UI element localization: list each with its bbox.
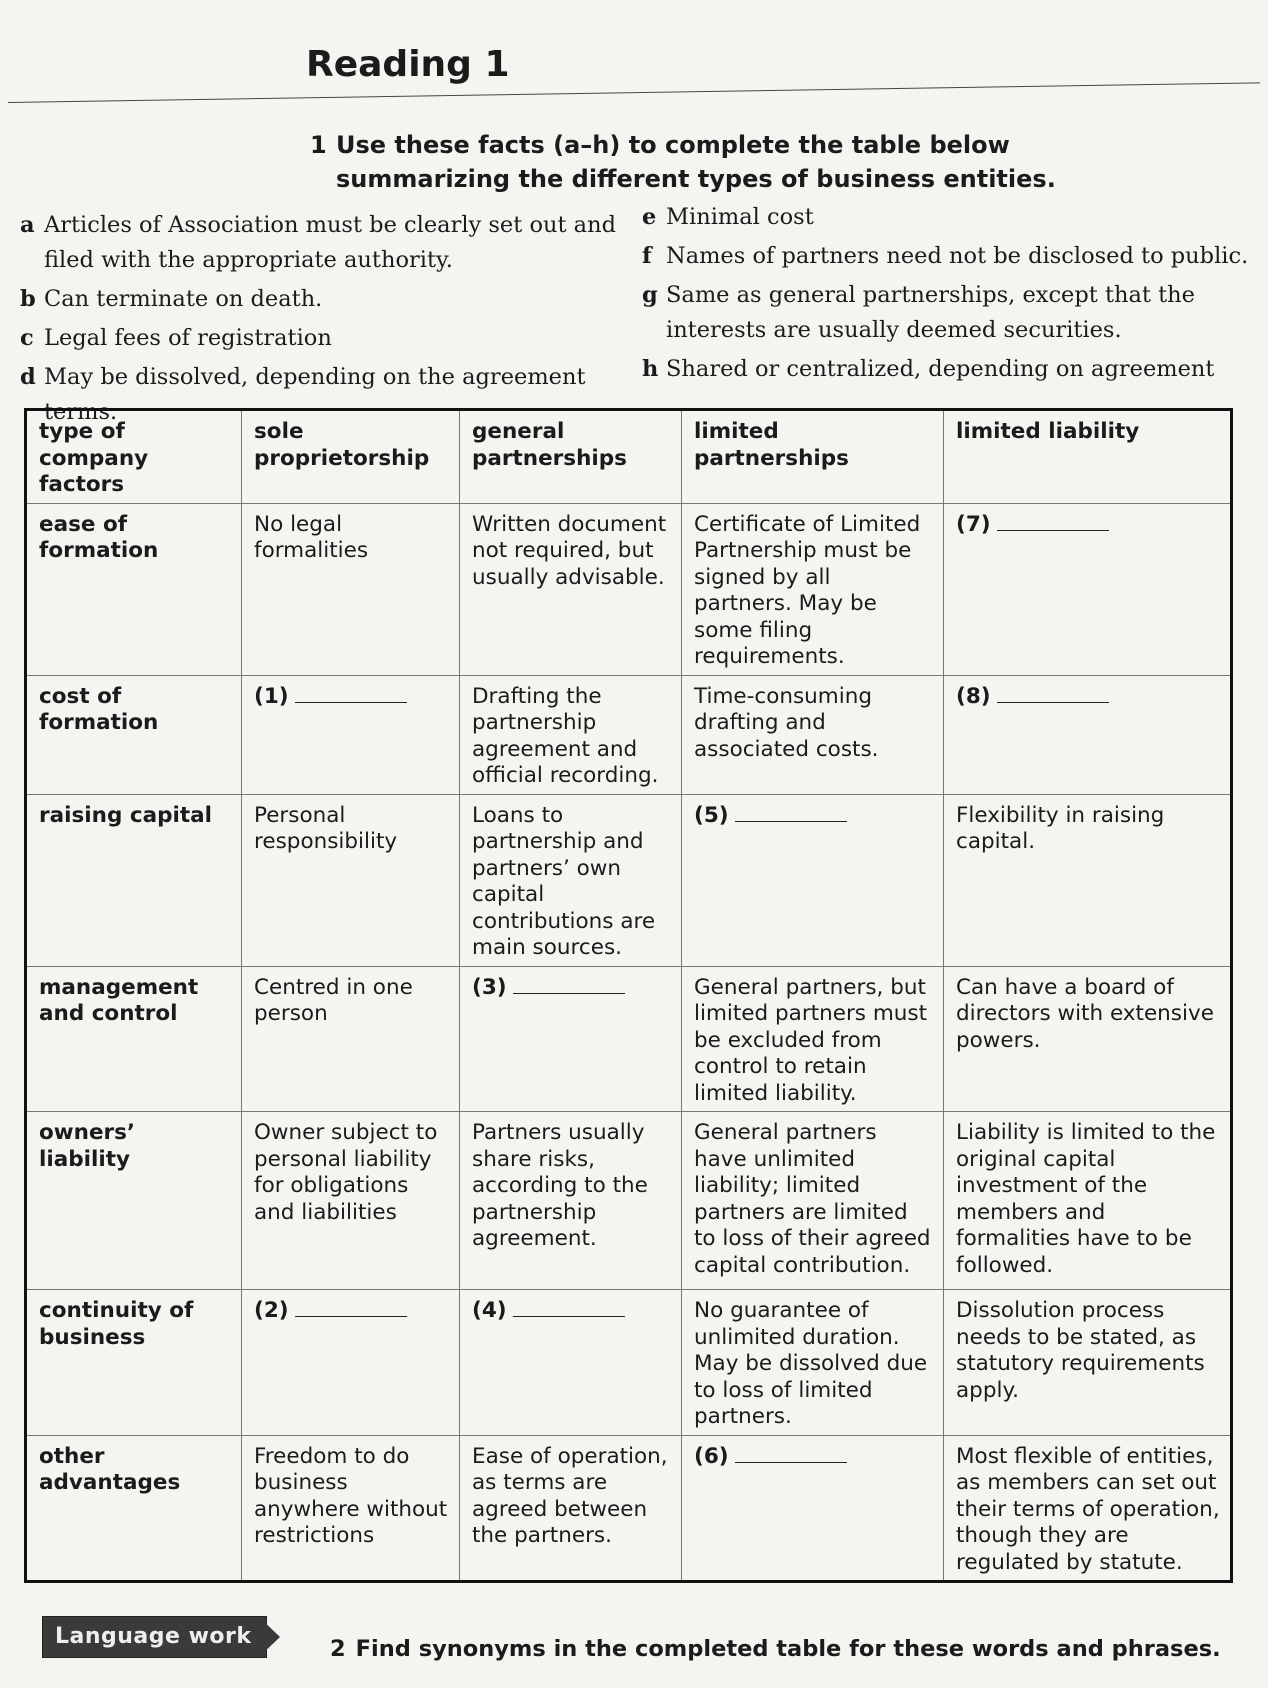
fact-letter: b xyxy=(20,286,36,312)
table-cell: Dissolution process needs to be stated, as statutory requirements apply. xyxy=(944,1290,1232,1436)
table-row xyxy=(26,1290,1232,1436)
blank-number: (3) xyxy=(472,974,507,1000)
blank-number: (8) xyxy=(956,683,991,709)
row-header-factor: cost of formation xyxy=(26,675,242,794)
blank-cell xyxy=(944,503,1232,675)
row-header-factor: continuity of business xyxy=(26,1290,242,1436)
fact-letter: g xyxy=(642,282,658,308)
table-cell: Partners usually share risks, according to the partnership agreement. xyxy=(460,1112,682,1290)
blank-number: (7) xyxy=(956,511,991,537)
fact-text: Shared or centralized, depending on agreement xyxy=(666,356,1215,382)
facts-list-right xyxy=(642,200,1252,391)
column-header-general-partnerships: general partnerships xyxy=(460,410,682,504)
table-cell: Centred in one person xyxy=(242,966,460,1112)
fact-text: Can terminate on death. xyxy=(44,286,323,312)
table-row xyxy=(26,503,1232,675)
header-rule xyxy=(8,82,1260,103)
table-body xyxy=(26,503,1232,1582)
table-cell: Ease of operation, as terms are agreed between the partners. xyxy=(460,1435,682,1582)
row-header-factor: raising capital xyxy=(26,794,242,966)
language-work-badge: Language work xyxy=(42,1616,267,1658)
blank-number: (1) xyxy=(254,683,289,709)
blank-cell xyxy=(242,1290,460,1436)
row-header-factor: management and control xyxy=(26,966,242,1112)
table-cell: Liability is limited to the original capital investment of the members and formalities have to be followed. xyxy=(944,1112,1232,1290)
table-header-row xyxy=(26,410,1232,504)
table-cell: Can have a board of directors with extensive powers. xyxy=(944,966,1232,1112)
blank-number: (5) xyxy=(694,802,729,828)
table-corner-header xyxy=(26,410,242,504)
task-2-text: Find synonyms in the completed table for these words and phrases. xyxy=(355,1636,1221,1662)
fact-letter: c xyxy=(20,325,34,351)
column-header-limited-liability: limited liability xyxy=(944,410,1232,504)
fact-item xyxy=(642,278,1252,348)
fact-item xyxy=(642,200,1252,235)
table-cell: No legal formalities xyxy=(242,503,460,675)
row-header-factor: owners’ liability xyxy=(26,1112,242,1290)
business-entities-table xyxy=(24,408,1233,1583)
fact-text: Legal fees of registration xyxy=(44,325,332,351)
blank-cell xyxy=(682,794,944,966)
table-cell: Loans to partnership and partners’ own capital contributions are main sources. xyxy=(460,794,682,966)
table-cell: Personal responsibility xyxy=(242,794,460,966)
facts-list-left xyxy=(20,208,640,434)
fact-item xyxy=(20,321,640,356)
fact-text: May be dissolved, depending on the agreement terms. xyxy=(44,364,586,425)
table-cell: Freedom to do business anywhere without restrictions xyxy=(242,1435,460,1582)
fact-letter: e xyxy=(642,204,657,230)
fact-text: Names of partners need not be disclosed to public. xyxy=(666,243,1249,269)
fact-text: Same as general partnerships, except that the interests are usually deemed securities. xyxy=(666,282,1195,343)
column-header-sole-proprietorship: sole proprietorship xyxy=(242,410,460,504)
column-header-limited-partnerships: limited partnerships xyxy=(682,410,944,504)
task-1-instruction xyxy=(310,128,1190,196)
fact-letter: h xyxy=(642,356,659,382)
table-cell: Time-consuming drafting and associated costs. xyxy=(682,675,944,794)
table-cell: General partners, but limited partners must be excluded from control to retain limited liability. xyxy=(682,966,944,1112)
corner-label-type: type of company xyxy=(39,419,149,471)
answer-blank-line[interactable] xyxy=(735,1448,847,1463)
blank-cell xyxy=(242,675,460,794)
task-1-number: 1 xyxy=(310,131,327,159)
blank-number: (6) xyxy=(694,1443,729,1469)
fact-item xyxy=(20,282,640,317)
table-cell: No guarantee of unlimited duration. May be dissolved due to loss of limited partners. xyxy=(682,1290,944,1436)
fact-text: Minimal cost xyxy=(666,204,814,230)
row-header-factor: other advantages xyxy=(26,1435,242,1582)
answer-blank-line[interactable] xyxy=(513,1302,625,1317)
table-row xyxy=(26,966,1232,1112)
blank-cell xyxy=(460,966,682,1112)
task-2-instruction xyxy=(330,1636,1221,1662)
task-1-text: Use these facts (a–h) to complete the table below summarizing the different types of business entities. xyxy=(336,131,1056,193)
table-cell: General partners have unlimited liability; limited partners are limited to loss of their agreed capital contribution. xyxy=(682,1112,944,1290)
answer-blank-line[interactable] xyxy=(735,807,847,822)
answer-blank-line[interactable] xyxy=(295,1302,407,1317)
table-cell: Drafting the partnership agreement and official recording. xyxy=(460,675,682,794)
row-header-factor: ease of formation xyxy=(26,503,242,675)
blank-cell xyxy=(944,675,1232,794)
page-title: Reading 1 xyxy=(306,44,510,85)
answer-blank-line[interactable] xyxy=(513,979,625,994)
table-cell: Flexibility in raising capital. xyxy=(944,794,1232,966)
fact-item xyxy=(642,352,1252,387)
blank-cell xyxy=(682,1435,944,1582)
blank-cell xyxy=(460,1290,682,1436)
blank-number: (4) xyxy=(472,1298,507,1323)
fact-letter: a xyxy=(20,212,35,238)
fact-letter: d xyxy=(20,364,36,390)
blank-number: (2) xyxy=(254,1298,289,1323)
answer-blank-line[interactable] xyxy=(997,688,1109,703)
table-row xyxy=(26,1435,1232,1582)
answer-blank-line[interactable] xyxy=(997,516,1109,531)
table-cell: Most flexible of entities, as members can set out their terms of operation, though they are regulated by statute. xyxy=(944,1435,1232,1582)
language-work-arrow xyxy=(258,1616,280,1658)
table-row xyxy=(26,794,1232,966)
task-2-number: 2 xyxy=(330,1636,346,1662)
fact-item xyxy=(20,208,640,278)
fact-item xyxy=(642,239,1252,274)
corner-label-factors: factors xyxy=(39,472,125,497)
table-row xyxy=(26,1112,1232,1290)
answer-blank-line[interactable] xyxy=(295,688,407,703)
table-cell: Certificate of Limited Partnership must be signed by all partners. May be some filing requirements. xyxy=(682,503,944,675)
table-cell: Owner subject to personal liability for obligations and liabilities xyxy=(242,1112,460,1290)
table-cell: Written document not required, but usually advisable. xyxy=(460,503,682,675)
fact-letter: f xyxy=(642,243,652,269)
fact-text: Articles of Association must be clearly set out and filed with the appropriate authority. xyxy=(44,212,616,273)
table-row xyxy=(26,675,1232,794)
